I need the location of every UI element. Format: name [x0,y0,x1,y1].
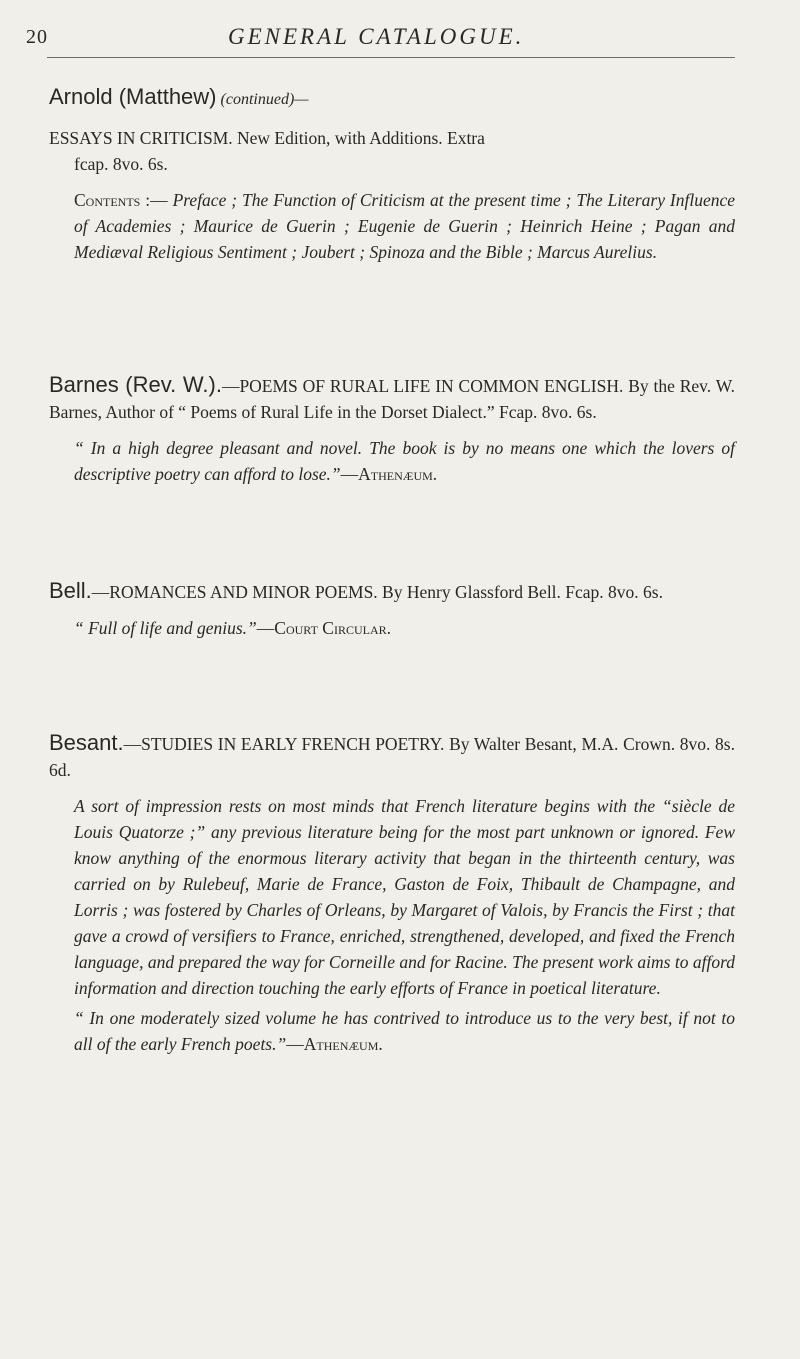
review-text: “ In a high degree pleasant and novel. The book is by no means one which the lovers of descriptive poetry can afford to lose.” [74,438,735,484]
description: —POEMS OF RURAL LIFE IN COMMON ENGLISH. By the Rev. W. Barnes, Author of “ Poems of Rural Life in the Dorset Dialect.” Fcap. 8vo. 6s. [49,376,735,422]
running-head: GENERAL CATALOGUE. [228,24,525,49]
entry-arnold [49,82,735,265]
entry-besant [49,730,735,1057]
title-line: ESSAYS IN CRITICISM. New Edition, with Additions. Extra [49,128,485,148]
review-source: —Athenæum. [286,1034,383,1054]
author-name: Besant. [49,730,124,755]
contents [49,187,735,265]
contents-text: Preface ; The Function of Criticism at the present time ; The Literary Influence of Academies ; Maurice de Guerin ; Eugenie de Guerin ; Heinrich Heine ; Pagan and Mediæval Religious Sentiment ; Joubert ; Spinoza and the Bible ; Marcus Aurelius. [74,190,735,262]
review-text: “ In one moderately sized volume he has contrived to introduce us to the very best, if not to all of the early French poets.” [74,1008,735,1054]
review [49,1005,735,1057]
author-name: Bell. [49,578,92,603]
entry-heading [49,82,735,115]
review-source: —Athenæum. [340,464,438,484]
contents-label: Contents :— [74,190,168,210]
review [49,615,735,641]
entry-text [49,372,735,425]
entry-text [49,578,735,605]
review-text: “ Full of life and genius.” [74,618,257,638]
author-name: Arnold (Matthew) [49,84,217,109]
description: —ROMANCES AND MINOR POEMS. By Henry Glassford Bell. Fcap. 8vo. 6s. [91,582,663,602]
entry-barnes [49,372,735,487]
continued-label: (continued)— [220,91,309,108]
entry-text [49,730,735,783]
page-number: 20 [26,26,48,48]
entry-bell [49,578,735,641]
title-line: fcap. 8vo. 6s. [74,154,168,174]
review: A sort of impression rests on most minds that French literature begins with the “siècle de Louis Quatorze ;” any previous literature being for the most part unknown or ignored. Few know anything of the enormous literary activity that began in the thirteenth century, was carried on by Rulebeuf, Marie de France, Gaston de Foix, Thibault de Champagne, and Lorris ; was fostered by Charles of Orleans, by Margaret of Valois, by Francis the First ; that gave a crowd of versifiers to France, enriched, strengthened, developed, and fixed the French language, and prepared the way for Corneille and for Racine. The present work aims to afford information and direction touching the early efforts of France in poetical literature. [74,796,735,998]
review [49,435,735,487]
description: —STUDIES IN EARLY FRENCH POETRY. By Walter Besant, M.A. Crown. 8vo. 8s. 6d. [49,734,735,780]
author-name: Barnes (Rev. W.). [49,372,222,397]
header-rule [47,57,735,58]
review-source: —Court Circular. [256,618,392,638]
